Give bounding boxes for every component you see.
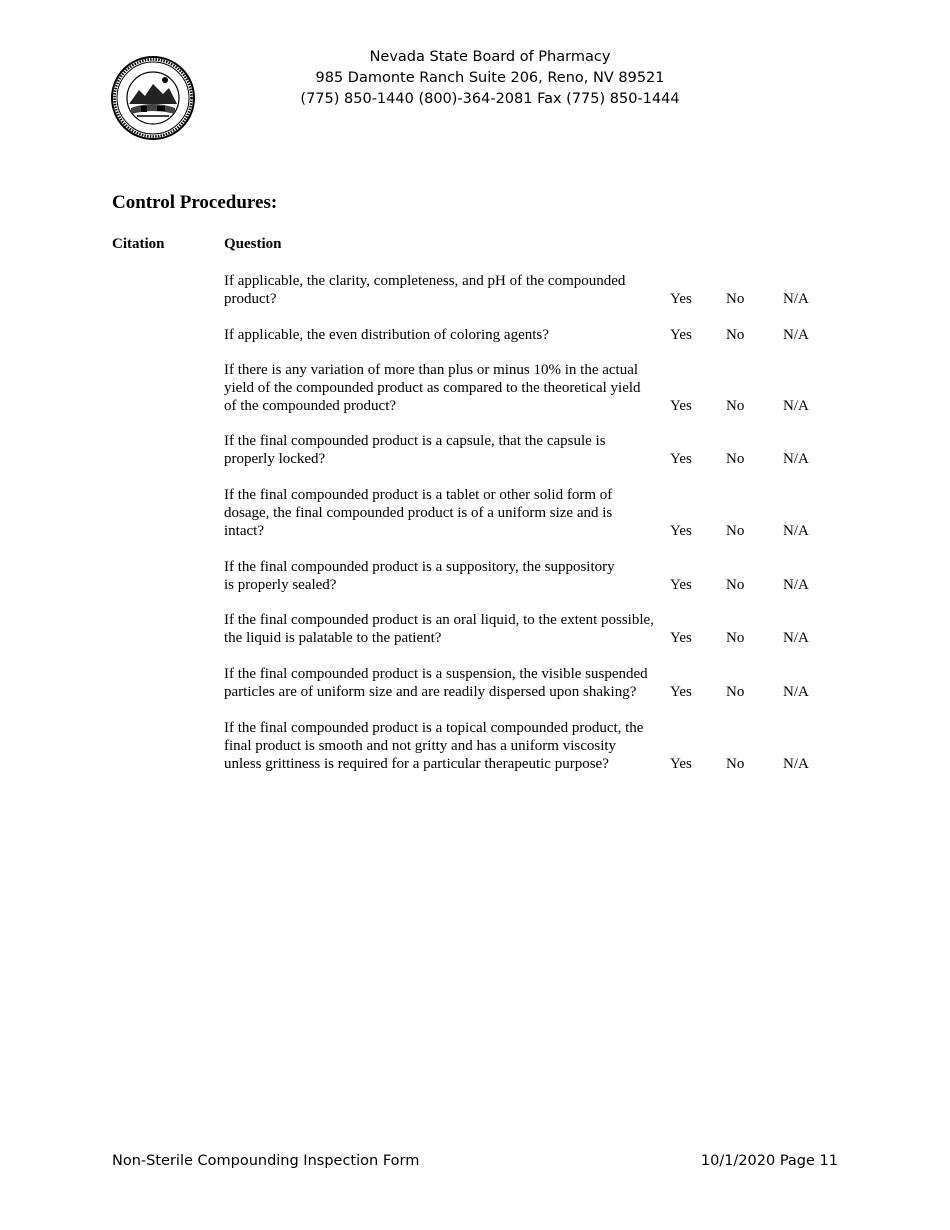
question-line: properly locked?: [224, 451, 326, 467]
state-seal-logo: [111, 56, 195, 140]
board-name: Nevada State Board of Pharmacy: [369, 49, 611, 65]
na-option[interactable]: N/A: [783, 291, 809, 307]
question-text: [224, 611, 676, 647]
question-text: [224, 432, 676, 468]
na-option[interactable]: N/A: [783, 684, 809, 700]
letterhead: [300, 47, 680, 110]
question-line: If applicable, the even distribution of coloring agents?: [224, 327, 549, 343]
question-line: If the final compounded product is a suppository, the suppository: [224, 559, 615, 575]
question-text: [224, 486, 676, 540]
question-line: final product is smooth and not gritty and has a uniform viscosity: [224, 738, 617, 754]
yes-option[interactable]: Yes: [670, 523, 692, 539]
yes-option[interactable]: Yes: [670, 577, 692, 593]
question-line: unless grittiness is required for a particular therapeutic purpose?: [224, 756, 609, 772]
yes-option[interactable]: Yes: [670, 630, 692, 646]
yes-option[interactable]: Yes: [670, 451, 692, 467]
question-line: If there is any variation of more than plus or minus 10% in the actual: [224, 362, 639, 378]
na-option[interactable]: N/A: [783, 398, 809, 414]
question-line: If the final compounded product is a suspension, the visible suspended: [224, 666, 648, 682]
no-option[interactable]: No: [726, 523, 745, 539]
section-title: Control Procedures:: [112, 192, 278, 213]
question-line: If the final compounded product is a topical compounded product, the: [224, 720, 644, 736]
no-option[interactable]: No: [726, 630, 745, 646]
question-line: intact?: [224, 523, 264, 539]
no-option[interactable]: No: [726, 451, 745, 467]
board-phones: (775) 850-1440 (800)-364-2081 Fax (775) 850-1444: [300, 91, 680, 107]
question-line: dosage, the final compounded product is of a uniform size and is: [224, 505, 613, 521]
yes-option[interactable]: Yes: [670, 327, 692, 343]
no-option[interactable]: No: [726, 327, 745, 343]
yes-option[interactable]: Yes: [670, 684, 692, 700]
yes-option[interactable]: Yes: [670, 398, 692, 414]
na-option[interactable]: N/A: [783, 577, 809, 593]
question-text: [224, 272, 676, 308]
question-line: is properly sealed?: [224, 577, 337, 593]
na-option[interactable]: N/A: [783, 327, 809, 343]
question-text: [224, 719, 676, 773]
question-line: If the final compounded product is an oral liquid, to the extent possible,: [224, 612, 654, 628]
citation-column-header: Citation: [112, 236, 165, 252]
no-option[interactable]: No: [726, 684, 745, 700]
footer-date-page: 10/1/2020 Page 11: [700, 1153, 838, 1169]
na-option[interactable]: N/A: [783, 756, 809, 772]
question-line: product?: [224, 291, 277, 307]
na-option[interactable]: N/A: [783, 630, 809, 646]
na-option[interactable]: N/A: [783, 451, 809, 467]
question-text: [224, 326, 676, 344]
board-address: 985 Damonte Ranch Suite 206, Reno, NV 89521: [315, 70, 665, 86]
yes-option[interactable]: Yes: [670, 291, 692, 307]
question-text: [224, 361, 676, 415]
no-option[interactable]: No: [726, 756, 745, 772]
no-option[interactable]: No: [726, 577, 745, 593]
question-line: of the compounded product?: [224, 398, 397, 414]
no-option[interactable]: No: [726, 291, 745, 307]
question-line: particles are of uniform size and are readily dispersed upon shaking?: [224, 684, 637, 700]
yes-option[interactable]: Yes: [670, 756, 692, 772]
question-line: If applicable, the clarity, completeness, and pH of the compounded: [224, 273, 626, 289]
question-line: If the final compounded product is a capsule, that the capsule is: [224, 433, 606, 449]
no-option[interactable]: No: [726, 398, 745, 414]
question-line: yield of the compounded product as compared to the theoretical yield: [224, 380, 641, 396]
question-line: the liquid is palatable to the patient?: [224, 630, 442, 646]
question-text: [224, 665, 676, 701]
question-column-header: Question: [224, 236, 282, 252]
na-option[interactable]: N/A: [783, 523, 809, 539]
footer-form-name: Non-Sterile Compounding Inspection Form: [112, 1153, 420, 1169]
question-text: [224, 558, 676, 594]
question-line: If the final compounded product is a tablet or other solid form of: [224, 487, 613, 503]
